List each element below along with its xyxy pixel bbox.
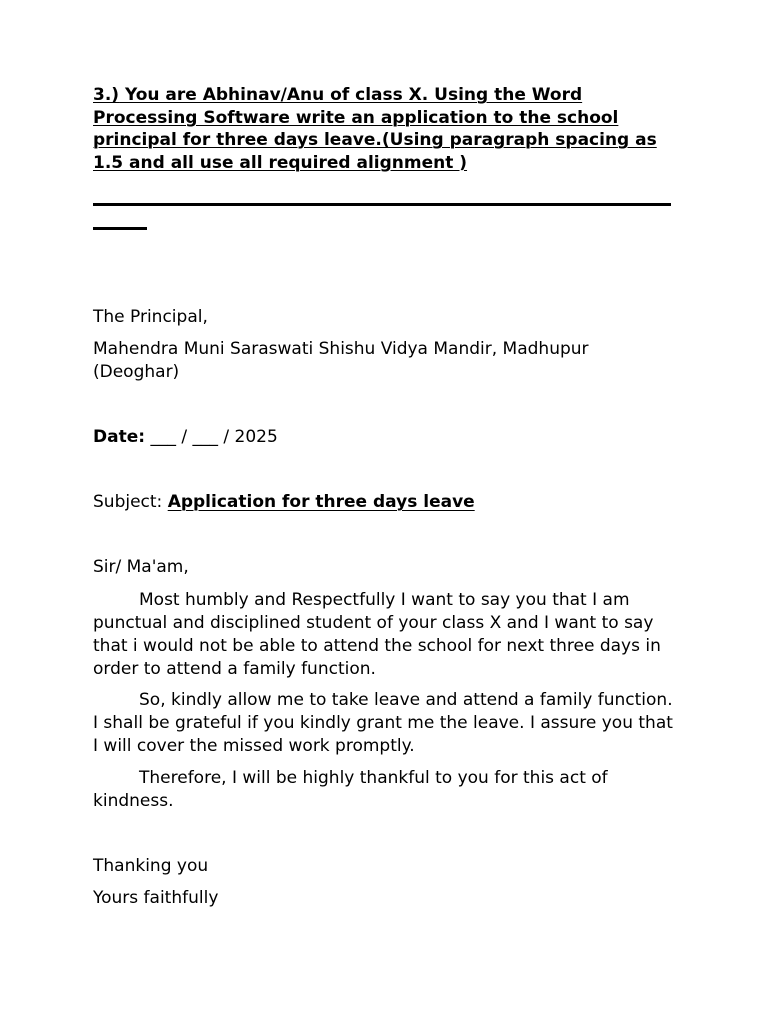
subject-line [93,491,475,514]
date-label: Date: [93,427,146,447]
school-name-line2: (Deoghar) [93,362,180,382]
question-text: You are Abhinav/Anu of class X. Using the Word Processing Software write an application to the school principal for three days leave.(Using paragraph spacing as 1.5 and all use all required alignment ) [93,85,657,173]
question-heading [93,84,677,174]
recipient-title: The Principal, [93,307,208,327]
subject-label: Subject: [93,492,163,512]
date-value: ___ / ___ / 2025 [150,427,278,447]
document-page [93,84,677,908]
body-paragraph-1: Most humbly and Respectfully I want to say you that I am punctual and disciplined student of your class X and I want to say that i would not be able to attend the school for next three days in order to attend a family function. [93,590,661,679]
separator-line [93,203,671,206]
body-paragraph-3: Therefore, I will be highly thankful to you for this act of kindness. [93,768,608,811]
question-number: 3.) [93,85,120,105]
closing-signoff: Yours faithfully [93,888,219,908]
closing-thanks: Thanking you [93,856,209,876]
body-paragraph-2: So, kindly allow me to take leave and attend a family function. I shall be grateful if you kindly grant me the leave. I assure you that I will cover the missed work promptly. [93,690,673,756]
subject-text: Application for three days leave [167,492,475,512]
separator-line-continuation [93,227,147,230]
date-line [93,426,278,449]
salutation: Sir/ Ma'am, [93,557,189,577]
school-name-line1: Mahendra Muni Saraswati Shishu Vidya Mandir, Madhupur [93,339,589,359]
